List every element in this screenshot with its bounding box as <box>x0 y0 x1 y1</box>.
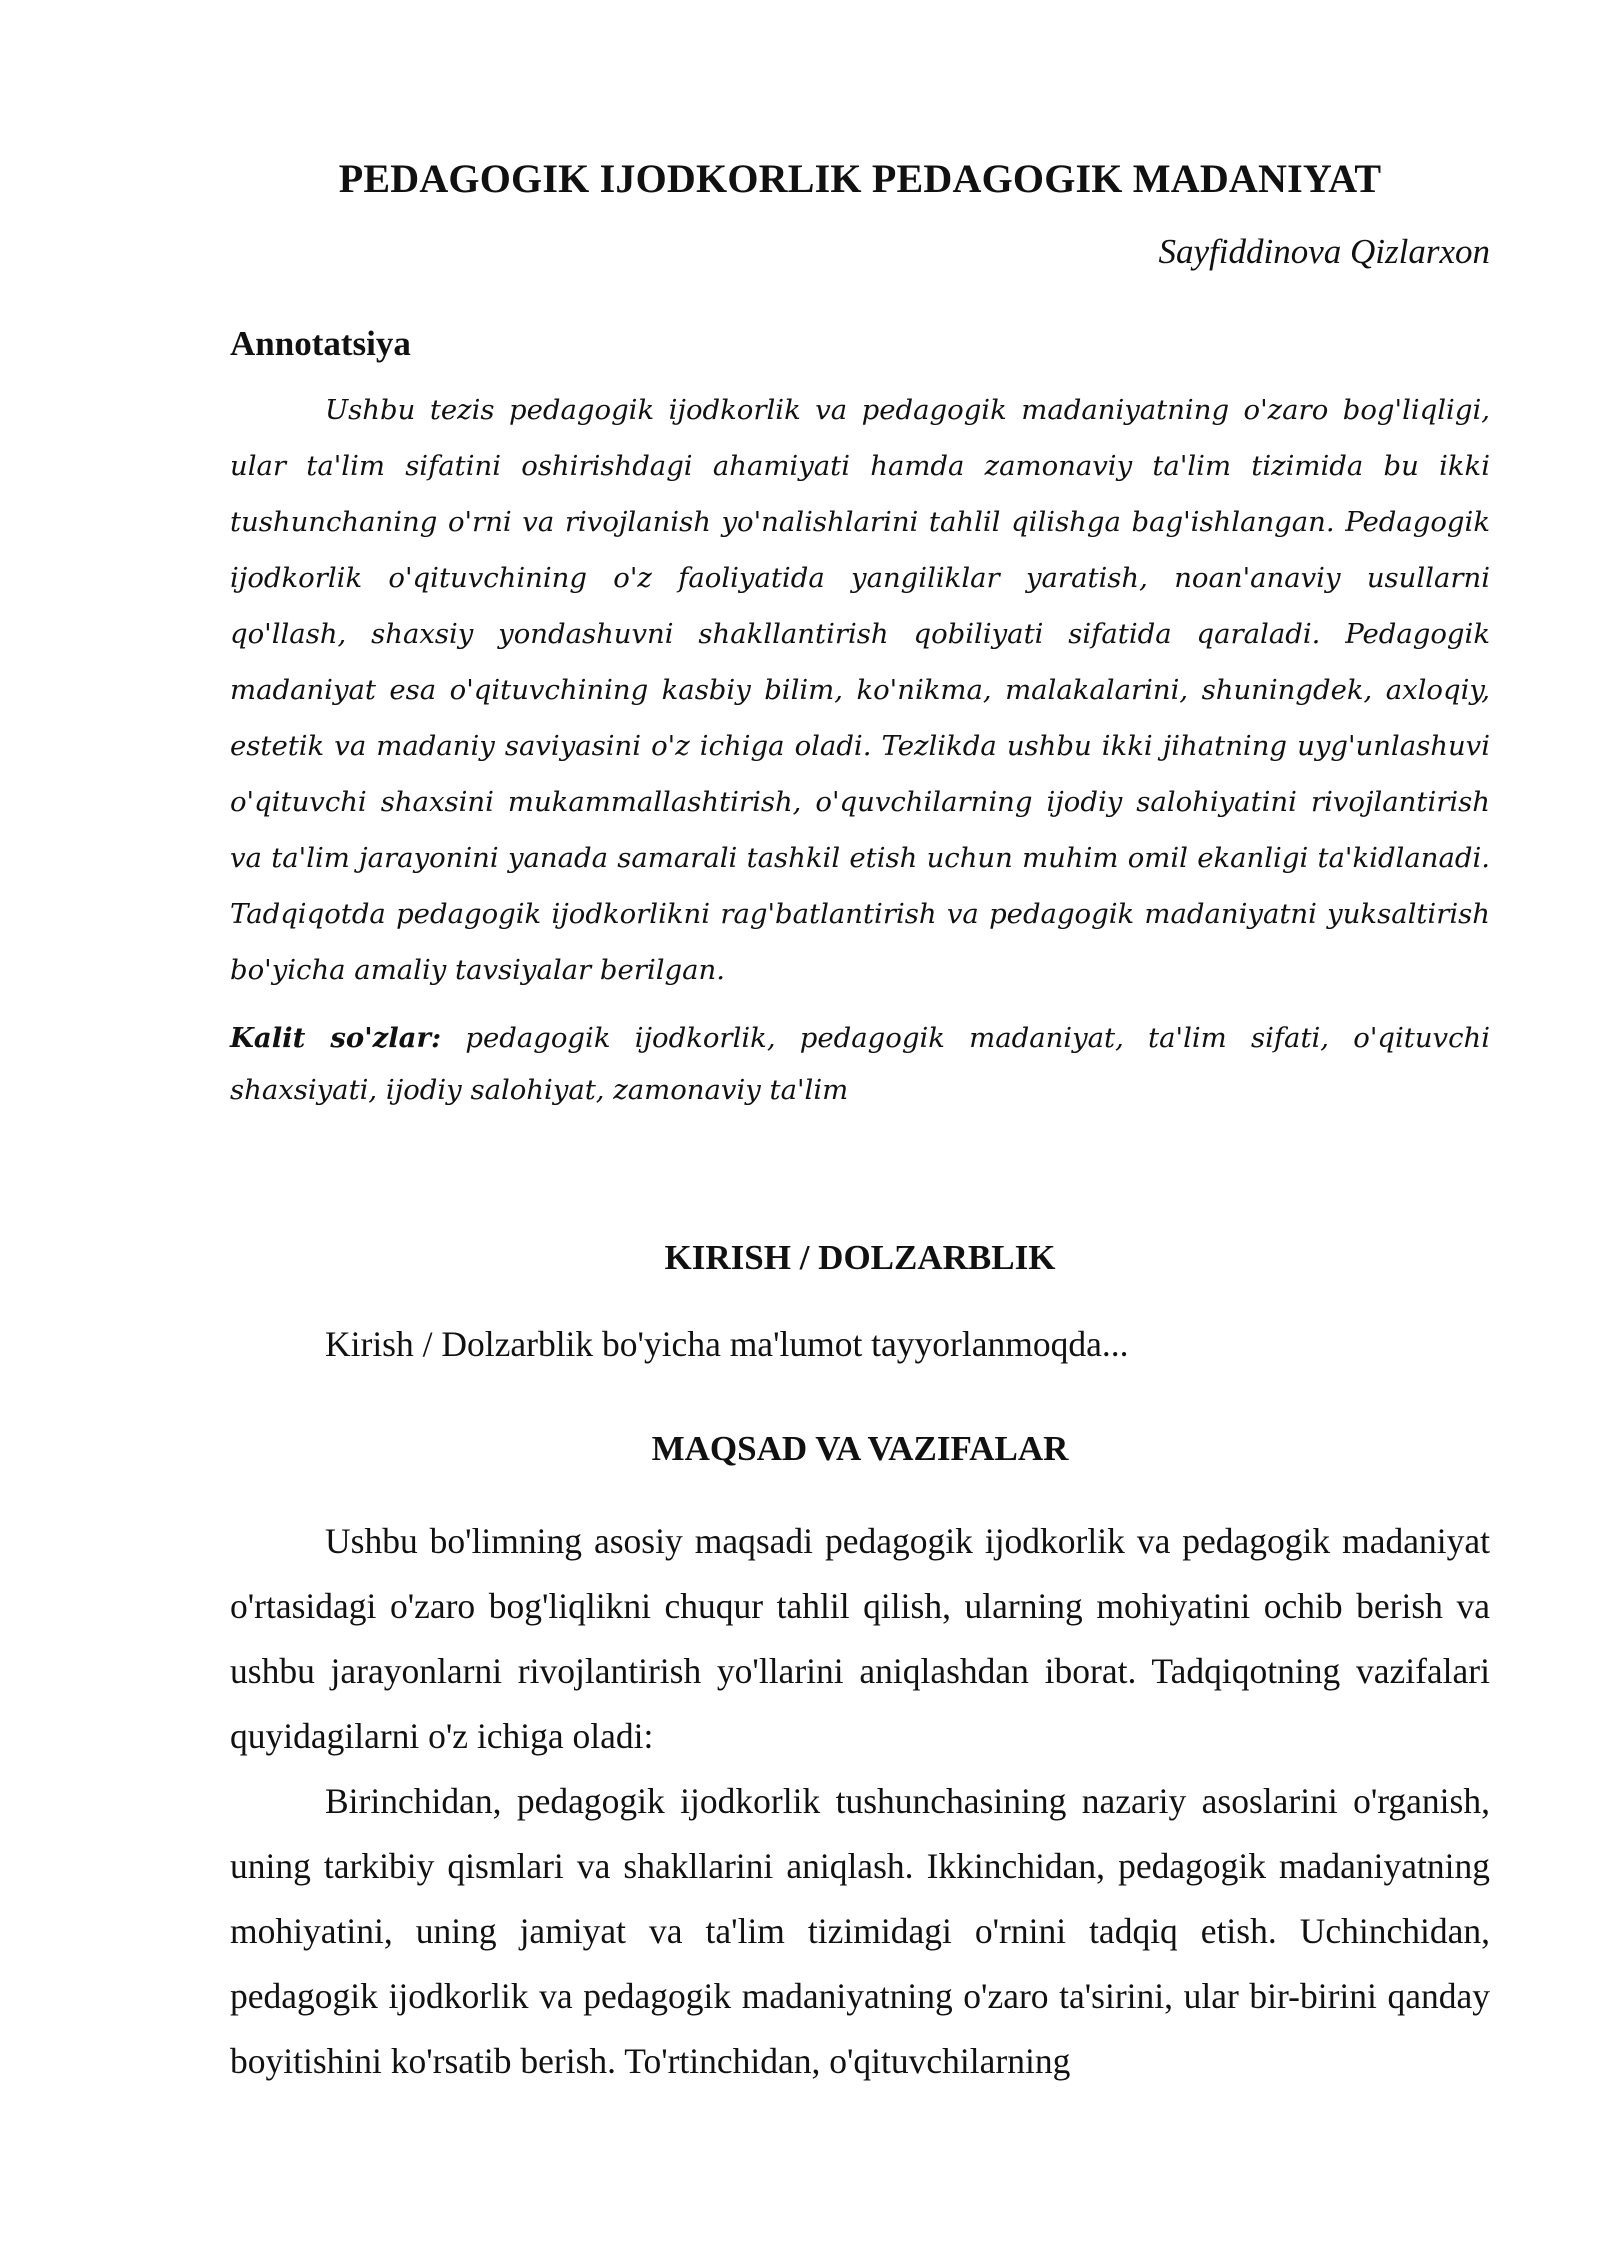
keywords-text: pedagogik ijodkorlik, pedagogik madaniyat, ta'lim sifati, o'qituvchi shaxsiyati, ijodiy salohiyat, zamonaviy ta'lim <box>230 1022 1490 1106</box>
section-heading-maqsad: MAQSAD VA VAZIFALAR <box>651 1429 1069 1468</box>
author-name: Sayfiddinova Qizlarxon <box>1158 232 1490 271</box>
document-title: PEDAGOGIK IJODKORLIK PEDAGOGIK MADANIYAT <box>338 156 1382 201</box>
section-heading-kirish: KIRISH / DOLZARBLIK <box>664 1238 1056 1277</box>
section-paragraph: Ushbu bo'limning asosiy maqsadi pedagogik ijodkorlik va pedagogik madaniyat o'rtasidagi o'zaro bog'liqlikni chuqur tahlil qilish, ularning mohiyatini ochib berish va ushbu jarayonlarni rivojlantirish yo'llarini aniqlashdan iborat. Tadqiqotning vazifalari quyidagilarni o'z ichiga oladi: <box>230 1521 1490 1756</box>
section-paragraph: Kirish / Dolzarblik bo'yicha ma'lumot tayyorlanmoqda... <box>325 1324 1129 1364</box>
annotation-body: Ushbu tezis pedagogik ijodkorlik va pedagogik madaniyatning o'zaro bog'liqligi, ular ta'lim sifatini oshirishdagi ahamiyati hamda zamonaviy ta'lim tizimida bu ikki tushunchaning o'rni va rivojlanish yo'nalishlarini tahlil qilishga bag'ishlangan. Pedagogik ijodkorlik o'qituvchining o'z faoliyatida yangiliklar yaratish, noan'anaviy usullarni qo'llash, shaxsiy yondashuvni shakllantirish qobiliyati sifatida qaraladi. Pedagogik madaniyat esa o'qituvchining kasbiy bilim, ko'nikma, malakalarini, shuningdek, axloqiy, estetik va madaniy saviyasini o'z ichiga oladi. Tezlikda ushbu ikki jihatning uyg'unlashuvi o'qituvchi shaxsini mukammallashtirish, o'quvchilarning ijodiy salohiyatini rivojlantirish va ta'lim jarayonini yanada samarali tashkil etish uchun muhim omil ekanligi ta'kidlanadi. Tadqiqotda pedagogik ijodkorlikni rag'batlantirish va pedagogik madaniyatni yuksaltirish bo'yicha amaliy tavsiyalar berilgan. <box>230 394 1490 986</box>
keywords-label: Kalit so'zlar: <box>230 1022 442 1054</box>
section-paragraph: Birinchidan, pedagogik ijodkorlik tushunchasining nazariy asoslarini o'rganish, uning tarkibiy qismlari va shakllarini aniqlash. Ikkinchidan, pedagogik madaniyatning mohiyatini, uning jamiyat va ta'lim tizimidagi o'rnini tadqiq etish. Uchinchidan, pedagogik ijodkorlik va pedagogik madaniyatning o'zaro ta'sirini, ular bir-birini qanday boyitishini ko'rsatib berish. To'rtinchidan, o'qituvchilarning <box>230 1781 1490 2081</box>
keywords-line <box>230 1012 1490 1116</box>
document-page <box>230 150 1490 2094</box>
annotation-heading: Annotatsiya <box>230 324 411 363</box>
